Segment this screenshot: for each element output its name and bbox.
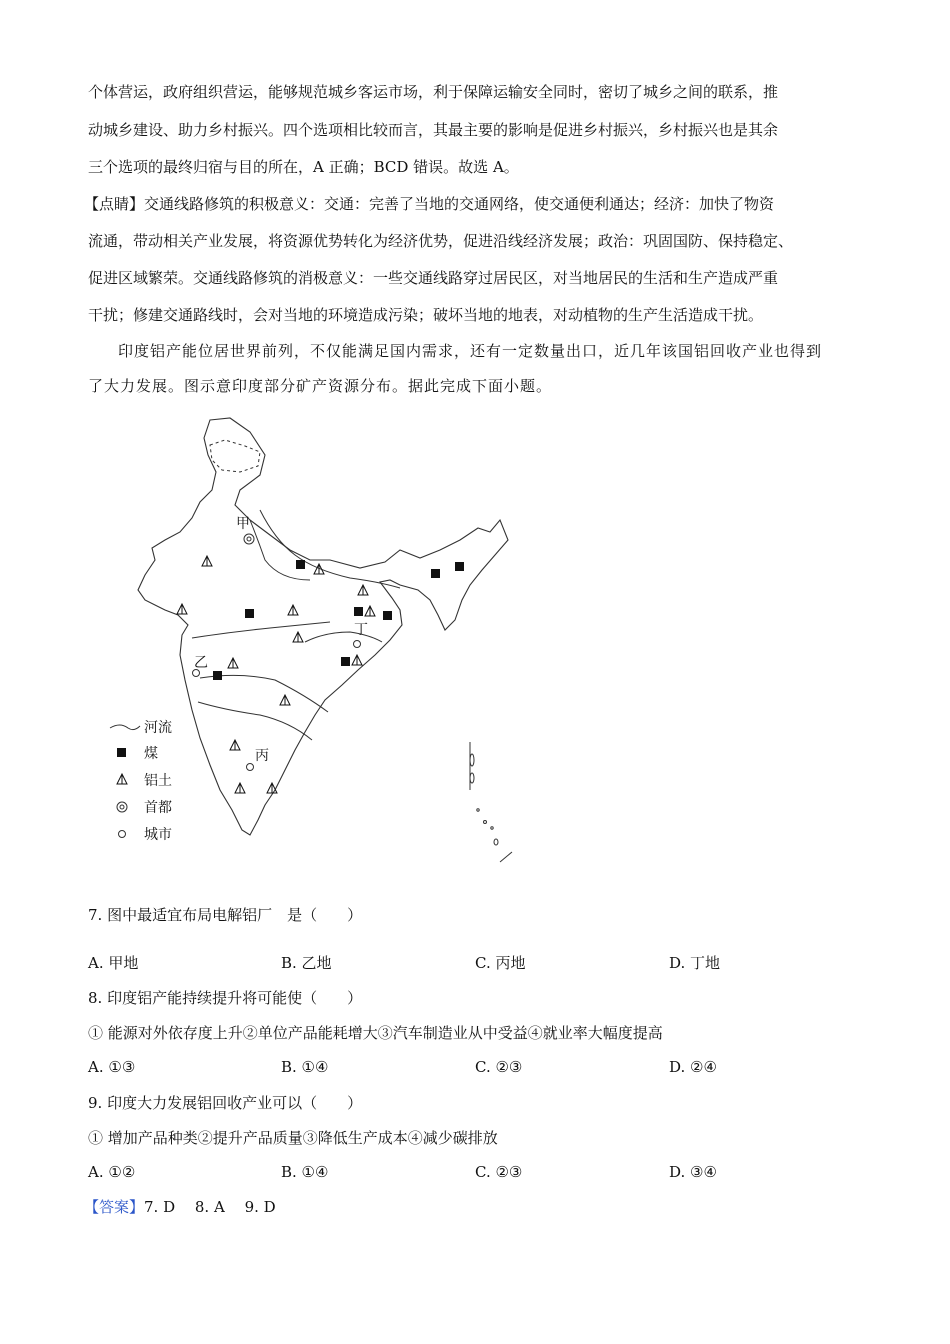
capital-marker: [244, 534, 254, 544]
bauxite-marker: [280, 695, 290, 705]
answer-line: [84, 1197, 276, 1217]
coal-markers: [213, 560, 464, 680]
india-mineral-map: [100, 410, 520, 870]
q9-statements: ① 增加产品种类②提升产品质量③降低生产成本④减少碳排放: [88, 1129, 498, 1147]
bauxite-marker: [293, 632, 303, 642]
paragraph-line: [84, 194, 774, 214]
bauxite-marker: [228, 658, 238, 668]
paragraph-line: 三个选项的最终归宿与目的所在，A 正确；BCD 错误。故选 A。: [88, 158, 519, 176]
dashed-border: [210, 440, 260, 472]
bauxite-marker: [177, 604, 187, 614]
q9-option-c[interactable]: C. ②③: [475, 1163, 523, 1181]
river-ganges: [260, 510, 400, 588]
paragraph-line: 干扰；修建交通路线时，会对当地的环境造成污染；破坏当地的地表，对动植物的生产生活造成干扰。: [88, 306, 764, 324]
coal-marker: [341, 657, 350, 666]
q9-option-a[interactable]: A. ①②: [88, 1163, 136, 1181]
answer-text: 7. D 8. A 9. D: [144, 1198, 276, 1216]
india-outline: [138, 418, 508, 835]
q7-option-b[interactable]: B. 乙地: [281, 954, 332, 972]
q8-option-d[interactable]: D. ②④: [669, 1058, 717, 1076]
city-marker-bing: [247, 764, 254, 771]
coal-marker: [296, 560, 305, 569]
legend-coal-symbol: [117, 748, 126, 757]
paragraph-line: 个体营运，政府组织营运，能够规范城乡客运市场，利于保障运输安全同时，密切了城乡之间的联系，推: [88, 83, 779, 101]
answer-tag: 【答案】: [84, 1198, 145, 1216]
intro-line: 了大力发展。图示意印度部分矿产资源分布。据此完成下面小题。: [88, 377, 553, 395]
q8-option-b[interactable]: B. ①④: [281, 1058, 329, 1076]
label-yi: 乙: [194, 655, 208, 671]
paragraph-line: 动城乡建设、助力乡村振兴。四个选项相比较而言，其最主要的影响是促进乡村振兴，乡村振兴也是其余: [88, 121, 779, 139]
dianjing-text: 交通线路修筑的积极意义：交通：完善了当地的交通网络，使交通便利通达；经济：加快了物资: [144, 195, 775, 213]
andaman-islands: [470, 742, 512, 862]
coal-marker: [245, 609, 254, 618]
river-krishna: [198, 702, 312, 740]
bauxite-marker: [365, 606, 375, 616]
legend-city-symbol: [119, 831, 126, 838]
coal-marker: [455, 562, 464, 571]
city-marker-ding: [354, 641, 361, 648]
label-bing: 丙: [255, 748, 269, 764]
river-yamuna: [250, 520, 310, 580]
bauxite-marker: [288, 605, 298, 615]
legend-coal-label: 煤: [144, 746, 158, 762]
coal-marker: [354, 607, 363, 616]
legend-bauxite-label: 铝土: [144, 773, 172, 789]
q7-option-a[interactable]: A. 甲地: [88, 954, 139, 972]
river-mahanadi: [305, 632, 382, 642]
paragraph-line: 流通，带动相关产业发展，将资源优势转化为经济优势，促进沿线经济发展；政治：巩固国防、保持稳定、: [88, 232, 794, 250]
q9-stem: 9. 印度大力发展铝回收产业可以（ ）: [88, 1094, 363, 1112]
river-godavari: [200, 675, 328, 712]
bauxite-marker: [202, 556, 212, 566]
bauxite-marker: [314, 564, 324, 574]
q8-option-a[interactable]: A. ①③: [88, 1058, 136, 1076]
legend-river-symbol: [110, 725, 140, 730]
label-jia: 甲: [236, 516, 250, 532]
q8-stem: 8. 印度铝产能持续提升将可能使（ ）: [88, 989, 363, 1007]
coal-marker: [383, 611, 392, 620]
map-legend: [110, 719, 172, 843]
legend-river-label: 河流: [144, 720, 172, 736]
bauxite-marker: [358, 585, 368, 595]
dianjing-tag: 【点睛】: [84, 195, 145, 213]
bauxite-marker: [352, 655, 362, 665]
label-ding: 丁: [354, 622, 368, 638]
q9-option-d[interactable]: D. ③④: [669, 1163, 717, 1181]
q8-option-c[interactable]: C. ②③: [475, 1058, 523, 1076]
legend-bauxite-symbol: [117, 774, 127, 784]
legend-city-label: 城市: [144, 827, 172, 843]
coal-marker: [213, 671, 222, 680]
legend-capital-label: 首都: [144, 800, 172, 816]
q7-option-c[interactable]: C. 丙地: [475, 954, 526, 972]
q9-option-b[interactable]: B. ①④: [281, 1163, 329, 1181]
river-narmada: [192, 622, 330, 638]
q7-option-d[interactable]: D. 丁地: [669, 954, 721, 972]
q7-stem: 7. 图中最适宜布局电解铝厂 是（ ）: [88, 906, 363, 924]
q8-statements: ① 能源对外依存度上升②单位产品能耗增大③汽车制造业从中受益④就业率大幅度提高: [88, 1024, 663, 1042]
intro-line: 印度铝产能位居世界前列，不仅能满足国内需求，还有一定数量出口，近几年该国铝回收产业也得到: [118, 342, 823, 360]
paragraph-line: 促进区域繁荣。交通线路修筑的消极意义：一些交通线路穿过居民区，对当地居民的生活和生产造成严重: [88, 269, 779, 287]
legend-capital-symbol: [117, 802, 127, 812]
coal-marker: [431, 569, 440, 578]
bauxite-marker: [235, 783, 245, 793]
bauxite-marker: [230, 740, 240, 750]
